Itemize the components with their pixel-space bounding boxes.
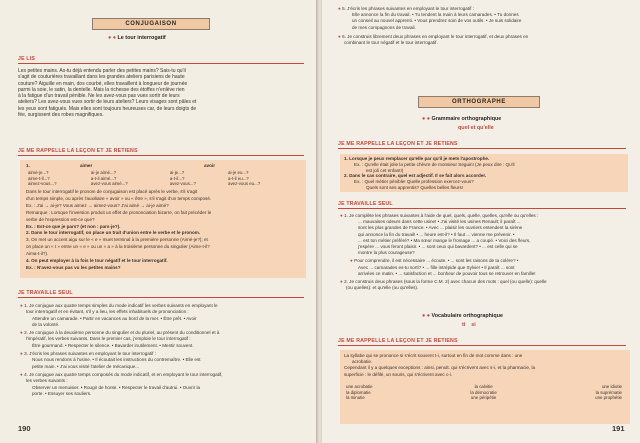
rappelle-underline	[18, 155, 304, 156]
rappelle-heading-vocab: JE ME RAPPELLE LA LEÇON ET JE RETIENS	[338, 338, 458, 344]
left-page	[0, 0, 318, 443]
table-row: une acrobatie la calvitie une idiotie	[346, 384, 622, 389]
page-number-left: 190	[18, 424, 31, 433]
table-row: aimez-vous...? avez-vous aimé...? avez-vous...? avez-vous eu...?	[28, 181, 261, 187]
rule-table-head: 1. aimer avoir	[26, 163, 215, 168]
rappelle-heading: JE ME RAPPELLE LA LEÇON ET JE RETIENS	[18, 148, 138, 154]
travaille-heading-right: JE TRAVAILLE SEUL	[338, 201, 393, 207]
right-page	[322, 0, 640, 443]
travaille-underline	[18, 297, 304, 298]
top-exercises: ● 5. J'écris les phrases suivantes en employant le tour interrogatif : Elle annonce la fin du travail. • Tu tendent la main à leurs camarades. • Tu donnes un conseil au nouvel apprenti. • Vous prendrez soin de vos outils. • Je suis solidaire de mes compagnons de travail. ● 6. Je construis librement deux phrases en employant le tour interrogatif, et deux phrases en combinant le tour négatif et le tour interrogatif.	[338, 6, 529, 46]
vocab-rule: La syllabe qui se prononce si s'écrit souvent t-i, surtout en fin de mot comme dans : une acrobatie. Cependant il y a quelques exceptions : ainsi, penult. qui s'écrivent avec s-i, et la pharmacie, la superficie : le défilé, un souris, qui s'écrivent avec c-i.	[344, 353, 536, 377]
rappelle-underline-right	[338, 148, 626, 149]
je-lis-underline	[18, 63, 304, 64]
vocab-word-table	[344, 384, 624, 401]
lesson-subtitle: ● ● Le tour interrogatif	[108, 35, 166, 41]
table-row: aime-t-il...? a-t-il aimé...? a-t-il...? a-t-il eu...?	[28, 175, 249, 181]
vocab-title: ● ● Vocabulaire orthographique	[422, 313, 503, 319]
travaille-underline-right	[338, 208, 626, 209]
grammar-title: ● ● Grammaire orthographique	[422, 116, 502, 122]
table-row: aimé-je...? ai-je aimé...? ai-je...? ai-je eu...?	[28, 170, 249, 175]
table-row: la minutie une péripétie une prophétie	[346, 395, 622, 401]
conjugaison-banner: CONJUGAISON	[92, 18, 210, 30]
exercise-list: ● 1. Je conjugue aux quatre temps simples du mode indicatif les verbes suivants en employant le tour interrogatif et en évitant, s'il y a lieu, les effets inhabituels de prononciation : Attendre un camarade. • Partir en vacances au bord de la mer. • Être prêt. • Avoir de la volonté. ● 2. Je conjugue à la deuxième personne du singulier et du pluriel, au présent du conditionnel et à l'impératif, les verbes suivants. Dans le premier cas, j'emploie le tour interrogatif : Être gourmand. • Respecter le silence. • Bavarder inutilement. • Mentir souvent. ● 3. J'écris les phrases suivantes en employant le tour interrogatif : Nous nous rendons à l'usine. • Il écoutait les instructions du contremaître. • Elle est petite main. • J'ai vous visité l'atelier de mécanique... ● 4. Je conjugue aux quatre temps composés du mode indicatif, et en employant le tour interrogatif, les verbes suivants : Observer un menuisier. • Rougir de honte. • Respecter le travail d'autrui. • Ouvrir la porte. • Essuyer ses souliers.	[20, 303, 223, 396]
conjugation-table	[26, 170, 296, 187]
rappelle-underline-vocab	[338, 345, 626, 346]
rappelle-heading-right: JE ME RAPPELLE LA LEÇON ET JE RETIENS	[338, 141, 458, 147]
vocab-subtitle: ti si	[462, 322, 476, 328]
grammar-subtitle: quel et qu'elle	[458, 125, 494, 131]
grammar-rules: 1. Lorsque je peux remplacer qu'elle par qu'il je mets l'apostrophe. Ex. : Qu'elle était jolie la petite chèvre de monsieur Seguin! (Je peux dire : Qu'il est joli cet enfant!) 2. Dans le cas contraire, quel est adjectif. Il se fait alors accorder. Ex. : Quel métier pénible! Quelle profession exercez-vous? Quels sont ses apprentis? Quelles belles fleurs!	[344, 156, 515, 190]
travaille-heading: JE TRAVAILLE SEUL	[18, 290, 73, 296]
rule-text: Dans le tour interrogatif le pronom de conjugaison est placé après le verbe, s'il s'agit d'un temps simple, ou après l'auxiliaire « avoir » ou « être », s'il s'agit d'un temps composé. Ex. : J'ai → ai-je? Vous aimez → aimez-vous? J'ai aimé → ai-je aimé? Remarque : Lorsque l'inversion produit un effet de prononciation bizarre, on fait précéder le verbe de l'expression est-ce que? Ex. : Est-ce que je pars? (et non : pars-je?). 2. Dans le tour interrogatif, on place un trait d'union entre le verbe et le pronom. 3. On met un accent aigu sur le « e » muet terminal à la première personne (Aimé-je?); et on place un « t » entre un « e » ou un « a » à la troisième personne du singulier (Aime-t-il? Aima-t-il?). 4. On peut employer à la fois le tour négatif et le tour interrogatif. Ex. : N'avez-vous pas vu les petites mains?	[26, 189, 212, 270]
je-lis-heading: JE LIS	[18, 56, 36, 62]
page-number-right: 191	[612, 424, 625, 433]
grammar-exercises: ● 1. Je complète les phrases suivantes à l'aide de quel, quels, quelle, quelles, qu'elle ou qu'elles : ... mauvaises odeurs dans cette usine! • J'ai visité les usines Renault; il paraît ... sont les plus grandes de France. • Avec ... plaisir les ouvriers entendent la sirène qui annonce la fin du travail! • ... heure est-il? • Il faut ... vienne me prévenir. • ... est ton métier préféré? • Ma sœur mange le fromage ... a coupé. • Voici des fleurs, j'espère ... vous feront plaisir. • ... sont ceux qui bavardent? • ... est celle qui se montre la plus courageuse? ● Pour comprendre, il est nécessaire ... écoute. • ... sont les raisons de ta colère? • Avec ... camarades es-tu sorti? • ... fille intrépide que Sylvie! • Il paraît ... sont arrivées ce matin. • ... satisfaction et ... bonheur de pouvoir tous se retrouver en famille! ● 2. Je construis deux phrases (sous la forme C.M. 2) avec chacun des mots : quel (ou quelle): quelle (ou quelles): et qu'elle (ou qu'elles).	[340, 213, 547, 291]
table-row: la diplomatie la démocratie la suprématie	[346, 389, 622, 395]
orthographe-banner: ORTHOGRAPHE	[418, 96, 540, 108]
reading-text: Les petites mains. As-tu déjà entendu parler des petites mains? Sais-tu qu'il s'agit de couturières travaillant dans les grandes ateliers parisiens de haute couture? Aiguille en main, dos courbé, elles travaillent à longueur de journée parmi la soie, le satin, la dentelle. Mais la richesse des étoffes n'enlève rien à la fatigue d'un travail pénible. Ne les avez-vous pas vues sortir de leurs ateliers? Les avez-vous vues sortir de leurs ateliers? Leurs visages sont pâles et les yeux sont fatigués. Mais elles sont toujours heureuses car, de leurs doigts de fée, surgissent des robes magnifiques.	[18, 68, 197, 119]
